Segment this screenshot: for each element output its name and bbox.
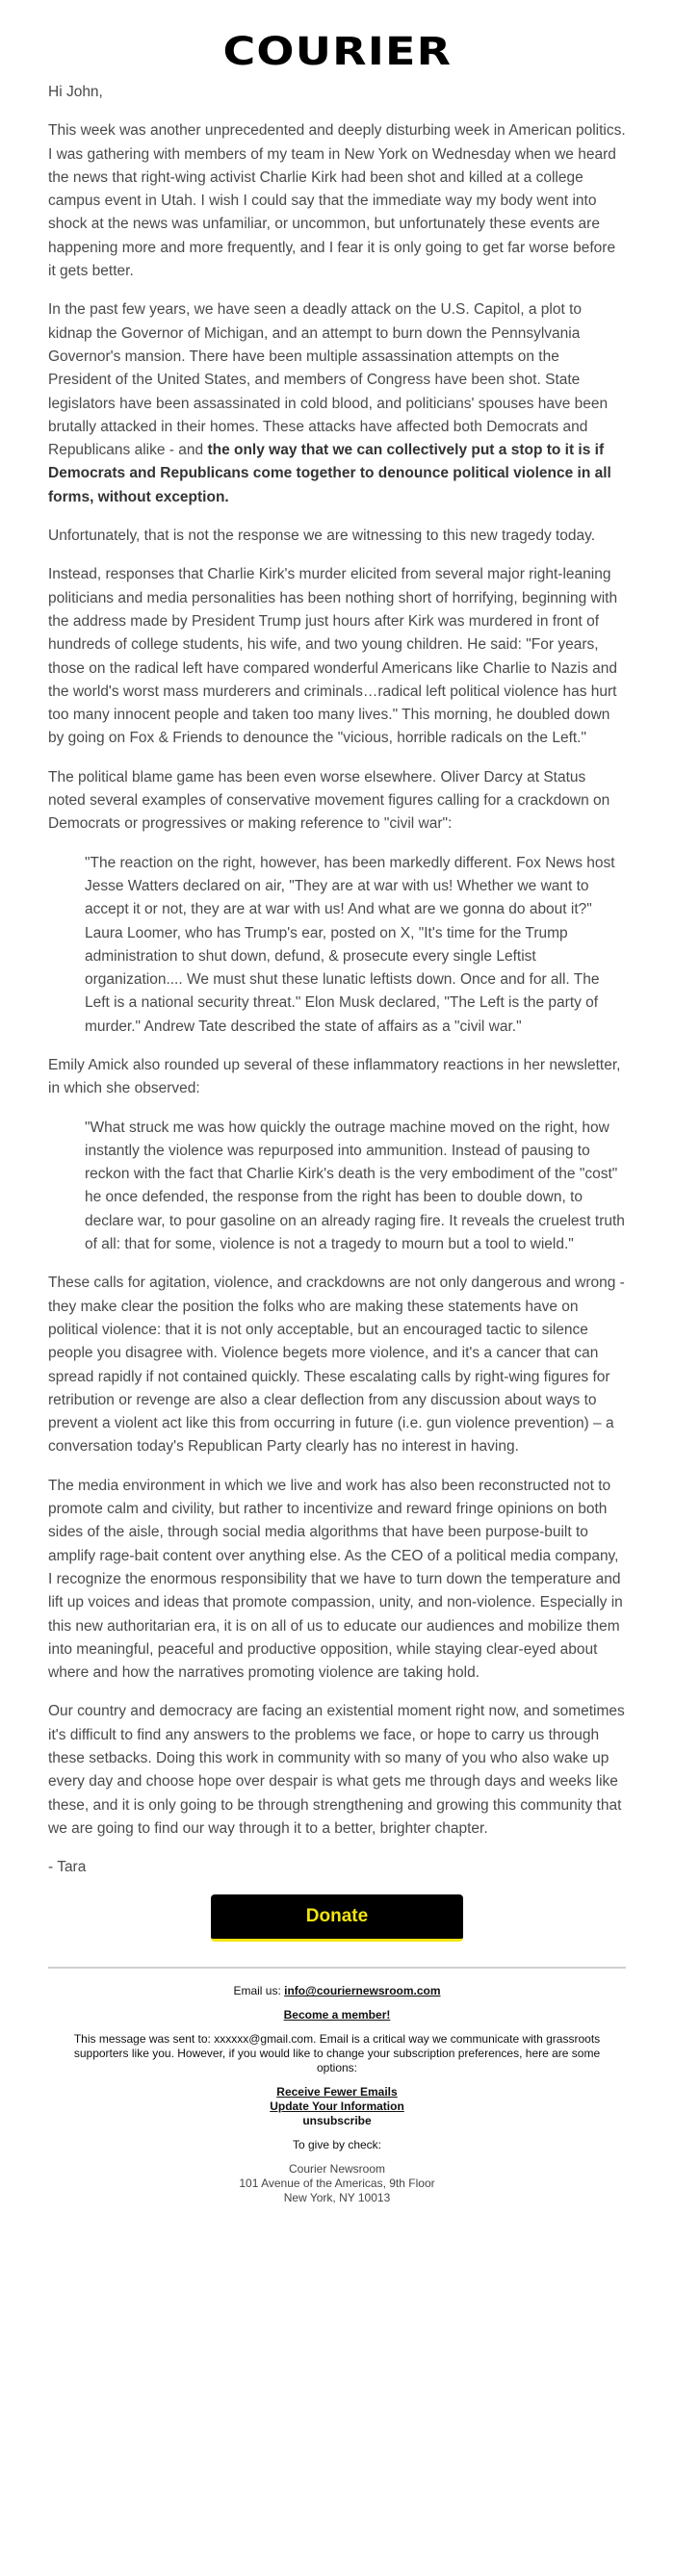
address-city: New York, NY 10013 xyxy=(283,2191,391,2205)
footer-member-line xyxy=(48,2008,626,2022)
address-street: 101 Avenue of the Americas, 9th Floor xyxy=(239,2177,435,2191)
paragraph-6: Emily Amick also rounded up several of these inflammatory reactions in her newsletter, in which she observed: xyxy=(48,1056,621,1097)
paragraph-7: These calls for agitation, violence, and crackdowns are not only dangerous and wrong - they make clear the position the folks who are making these statements have on political violence: that it is not only acceptable, but an encouraged tactic to silence people you disagree with. Violence begets more violence, and it's a cancer that can spread rapidly if not contained quickly. These escalating calls by right-wing figures for retribution or revenge are also a clear deflection from any discussion about ways to prevent a violent act like this from occurring in future (i.e. gun violence prevention) – a conversation today's Republican Party clearly has no interest in having. xyxy=(48,1275,625,1455)
footer-email-link[interactable]: info@couriernewsroom.com xyxy=(284,1984,441,1998)
paragraph-4: Instead, responses that Charlie Kirk's murder elicited from several major right-leaning politicians and media personalities has been nothing short of horrifying, beginning with the address made by President Trump just hours after Kirk was murdered in front of hundreds of college students, his wife, and two young children. He said: "For years, those on the radical left have compared wonderful Americans like Charlie to Nazis and the world's worst mass murderers and criminals…radical left political violence has hurt too many innocent people and taken too many lives." This morning, he doubled down by going on Fox & Friends to denounce the "vicious, horrible radicals on the Left." xyxy=(48,566,618,747)
footer-sent-to: This message was sent to: xxxxxx@gmail.com. Email is a critical way we communicate with grassroots supporters like you. However, if you would like to change your subscription preferences, here are some options: xyxy=(73,2032,601,2075)
become-member-link[interactable]: Become a member! xyxy=(283,2008,391,2022)
paragraph-9: Our country and democracy are facing an existential moment right now, and sometimes it's difficult to find any answers to the problems we face, or hope to carry us through these setbacks. Doing this work in community with so many of you who also wake up every day and choose hope over despair is what gets me through days and weeks like these, and it is only going to be through strengthening and growing this community that we are going to find our way through it to a better, brighter chapter. xyxy=(48,1703,625,1837)
quote-status: "The reaction on the right, however, has been markedly different. Fox News host Jesse Watters declared on air, "They are at war with us! Whether we want to accept it or not, they are at war with us! And what are we gonna do about it?" Laura Loomer, who has Trump's ear, posted on X, "It's time for the Trump administration to shut down, defund, & prosecute every single Leftist organization.... We must shut these lunatic leftists down. Once and for all. The Left is a national security threat." Elon Musk declared, "The Left is the party of murder." Andrew Tate described the state of affairs as a "civil war." xyxy=(85,854,615,1035)
signoff: - Tara xyxy=(48,1859,87,1876)
fewer-emails-link[interactable]: Receive Fewer Emails xyxy=(276,2085,398,2099)
footer-check-label: To give by check: xyxy=(292,2138,382,2152)
footer-email-line xyxy=(48,1984,626,1998)
footer-address xyxy=(48,2162,626,2205)
letter-body xyxy=(48,81,626,1879)
footer-divider xyxy=(48,1967,626,1969)
update-info-link[interactable]: Update Your Information xyxy=(270,2099,404,2114)
quote-amick: "What struck me was how quickly the outrage machine moved on the right, how instantly the violence was repurposed into ammunition. Instead of pausing to reckon with the fact that Charlie Kirk's death is the very embodiment of the "cost" he once defended, the response from the right has been to double down, to declare war, to pour gasoline on an already raging fire. It reveals the cruelest truth of all: that for some, violence is not a tragedy to mourn but a tool to wield." xyxy=(85,1119,625,1253)
email-container xyxy=(48,0,626,2205)
footer-email-prefix: Email us: xyxy=(233,1984,285,1998)
address-name: Courier Newsroom xyxy=(288,2162,386,2177)
paragraph-2-text: In the past few years, we have seen a deadly attack on the U.S. Capitol, a plot to kidnap the Governor of Michigan, and an attempt to burn down the Pennsylvania Governor's mansion. There have been multiple assassination attempts on the President of the United States, and members of Congress have been shot. State legislators have been assassinated in cold blood, and politicians' spouses have been brutally attacked in their homes. These attacks have affected both Democrats and Republicans alike - and xyxy=(48,301,609,459)
paragraph-5: The political blame game has been even worse elsewhere. Oliver Darcy at Status noted several examples of conservative movement figures calling for a crackdown on Democrats or progressives or making reference to "civil war": xyxy=(48,768,610,833)
brand-logo xyxy=(48,0,626,74)
paragraph-2 xyxy=(48,298,626,509)
donate-button[interactable]: Donate xyxy=(211,1894,463,1942)
paragraph-3: Unfortunately, that is not the response we are witnessing to this new tragedy today. xyxy=(48,528,596,545)
footer-preference-links xyxy=(48,2085,626,2128)
paragraph-1: This week was another unprecedented and deeply disturbing week in American politics. I was gathering with members of my team in New York on Wednesday when we heard the news that right-wing activist Charlie Kirk had been shot and killed at a college campus event in Utah. I wish I could say that the immediate way my body went into shock at the news was unfamiliar, or uncommon, but unfortunately these events are happening more and more frequently, and I fear it is only going to get far worse before it gets better. xyxy=(48,122,626,280)
unsubscribe-link[interactable]: unsubscribe xyxy=(302,2114,372,2128)
paragraph-2-emphasis: the only way that we can collectively put a stop to it is if Democrats and Republicans come together to denounce political violence in all forms, without exception. xyxy=(48,442,611,505)
logo-text: COURIER xyxy=(222,30,452,74)
greeting: Hi John, xyxy=(48,84,103,100)
paragraph-8: The media environment in which we live and work has also been reconstructed not to promote calm and civility, but rather to incentivize and reward fringe opinions on both sides of the aisle, through social media algorithms that have been purpose-built to amplify rage-bait content over anything else. As the CEO of a political media company, I recognize the enormous responsibility that we have to turn down the temperature and lift up voices and ideas that promote compassion, unity, and non-violence. Especially in this new authoritarian era, it is on all of us to educate our audiences and mobilize them into meaningful, peaceful and productive opposition, while staying clear-eyed about where and how the narratives promoting violence are taking hold. xyxy=(48,1477,623,1682)
donate-section xyxy=(48,1894,626,1942)
footer xyxy=(48,1984,626,2205)
